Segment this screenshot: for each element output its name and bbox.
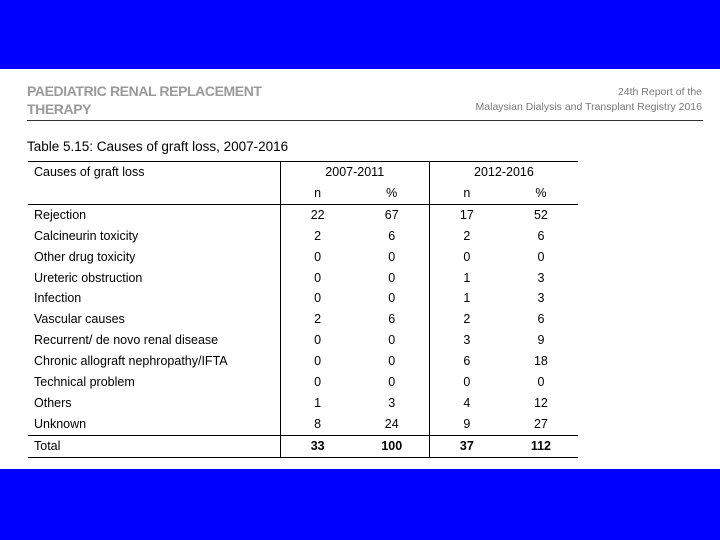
table-title: Table 5.15: Causes of graft loss, 2007-2016 (27, 139, 289, 154)
table-row (28, 288, 578, 309)
cell-pct-2012-2016: 27 (533, 416, 548, 431)
cell-pct-2007-2011: 3 (388, 395, 396, 410)
cell-pct-2012-2016: 12 (533, 395, 548, 410)
subheader-pct-2: % (504, 183, 578, 204)
table-body (28, 204, 578, 435)
cell-n-2007-2011: 2 (280, 309, 355, 330)
cell-pct-2007-2011: 0 (388, 270, 396, 285)
cell-cause: Rejection (34, 207, 87, 222)
cell-pct-2007-2011: 6 (388, 228, 396, 243)
cell-cause: Technical problem (34, 375, 135, 390)
cell-pct-2012-2016: 52 (533, 207, 548, 222)
bottom-blue-band (0, 469, 720, 540)
cell-n-2012-2016: 9 (429, 414, 504, 435)
cell-n-2007-2011: 8 (280, 414, 355, 435)
cell-n-2012-2016: 1 (429, 288, 504, 309)
report-title-line2: Malaysian Dialysis and Transplant Registry 2016 (475, 101, 702, 113)
cell-pct-2012-2016: 0 (537, 375, 545, 390)
cell-n-2007-2011: 0 (280, 372, 355, 393)
cell-pct-2012-2016: 18 (533, 354, 548, 369)
subheader-empty (28, 183, 280, 204)
cell-pct-2012-2016: 0 (537, 249, 545, 264)
cell-cause: Recurrent/ de novo renal disease (34, 333, 219, 348)
cell-pct-2012-2016: 3 (537, 270, 545, 285)
cell-n-2007-2011: 0 (280, 268, 355, 289)
table-row (28, 351, 578, 372)
table-subheader-row (28, 183, 578, 204)
cell-n-2012-2016: 4 (429, 393, 504, 414)
section-title (27, 82, 287, 118)
cell-pct-2007-2011: 0 (388, 375, 396, 390)
total-label: Total (28, 435, 280, 457)
cell-pct-2012-2016: 6 (537, 312, 545, 327)
table-row (28, 393, 578, 414)
cell-cause: Others (34, 395, 72, 410)
cell-n-2012-2016: 17 (429, 204, 504, 225)
cell-n-2007-2011: 0 (280, 288, 355, 309)
table-total-row (28, 435, 578, 457)
cell-cause: Vascular causes (34, 312, 125, 327)
cell-pct-2007-2011: 0 (388, 249, 396, 264)
cell-pct-2007-2011: 24 (384, 416, 399, 431)
cell-n-2012-2016: 3 (429, 330, 504, 351)
cell-n-2007-2011: 1 (280, 393, 355, 414)
report-title-line1: 24th Report of the (617, 86, 702, 98)
cell-pct-2012-2016: 6 (537, 228, 545, 243)
table-row (28, 247, 578, 268)
cell-cause: Unknown (34, 416, 87, 431)
cell-pct-2012-2016: 9 (537, 333, 545, 348)
table-row (28, 414, 578, 435)
table-row (28, 309, 578, 330)
cell-n-2007-2011: 0 (280, 351, 355, 372)
table-row (28, 268, 578, 289)
cell-pct-2012-2016: 3 (537, 291, 545, 306)
section-title-line2: THERAPY (27, 101, 92, 117)
table-row (28, 372, 578, 393)
cell-n-2007-2011: 0 (280, 247, 355, 268)
total-pct-1: 100 (355, 435, 430, 457)
cell-cause: Ureteric obstruction (34, 270, 143, 285)
cell-pct-2007-2011: 67 (384, 207, 399, 222)
cell-n-2007-2011: 22 (280, 204, 355, 225)
cell-n-2012-2016: 1 (429, 268, 504, 289)
graft-loss-table (28, 161, 578, 458)
total-n-1: 33 (280, 435, 355, 457)
table-row (28, 204, 578, 225)
cell-cause: Infection (34, 291, 82, 306)
subheader-n-1: n (280, 183, 355, 204)
total-n-2: 37 (429, 435, 504, 457)
cell-cause: Other drug toxicity (34, 249, 136, 264)
cell-n-2012-2016: 0 (429, 247, 504, 268)
cell-cause: Calcineurin toxicity (34, 228, 139, 243)
cell-n-2012-2016: 2 (429, 226, 504, 247)
cell-pct-2007-2011: 6 (388, 312, 396, 327)
cell-n-2012-2016: 2 (429, 309, 504, 330)
subheader-pct-1: % (355, 183, 430, 204)
subheader-n-2: n (429, 183, 504, 204)
cell-n-2007-2011: 2 (280, 226, 355, 247)
report-title (402, 85, 702, 115)
total-pct-2: 112 (504, 435, 578, 457)
cell-pct-2007-2011: 0 (388, 333, 396, 348)
cell-pct-2007-2011: 0 (388, 354, 396, 369)
table-row (28, 226, 578, 247)
header-cause: Causes of graft loss (28, 162, 280, 183)
header-period-1: 2007-2011 (280, 162, 429, 183)
cell-n-2012-2016: 6 (429, 351, 504, 372)
header-divider (27, 120, 703, 121)
section-title-line1: PAEDIATRIC RENAL REPLACEMENT (27, 83, 262, 99)
cell-cause: Chronic allograft nephropathy/IFTA (34, 354, 228, 369)
cell-pct-2007-2011: 0 (388, 291, 396, 306)
top-blue-band (0, 0, 720, 69)
header-period-2: 2012-2016 (429, 162, 578, 183)
cell-n-2007-2011: 0 (280, 330, 355, 351)
table-row (28, 330, 578, 351)
table-header-row (28, 162, 578, 183)
cell-n-2012-2016: 0 (429, 372, 504, 393)
